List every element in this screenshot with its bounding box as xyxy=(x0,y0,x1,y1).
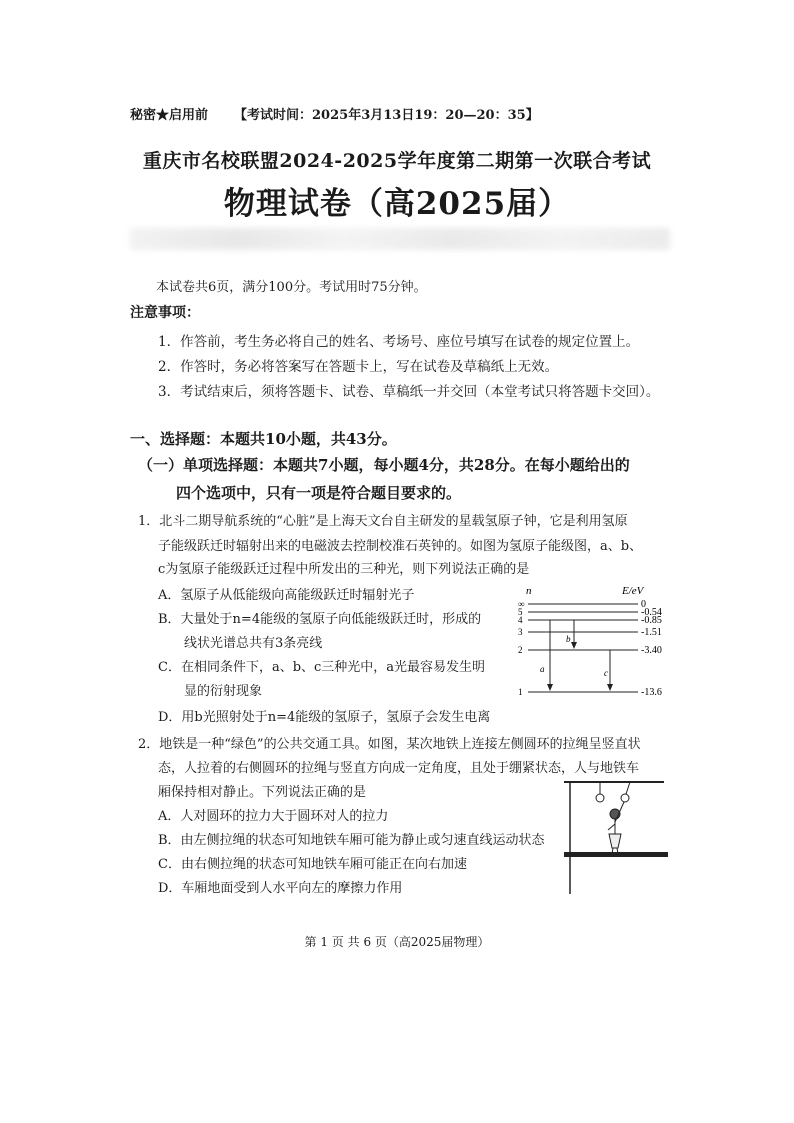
notice-title: 注意事项： xyxy=(130,305,200,321)
arrow-c-label: c xyxy=(604,668,608,678)
q2-option-c: C．由右侧拉绳的状态可知地铁车厢可能正在向右加速 xyxy=(158,857,467,872)
level-n-inf: ∞ xyxy=(518,599,525,609)
q2-stem-line1: 2．地铁是一种“绿色”的公共交通工具。如图，某次地铁上连接左侧圆环的拉绳呈竖直状 xyxy=(138,737,641,752)
notice-item-1: 1．作答前，考生务必将自己的姓名、考场号、座位号填写在试卷的规定位置上。 xyxy=(158,334,640,350)
q1-stem-line2: 子能级跃迁时辐射出来的电磁波去控制校准石英钟的。如图为氢原子能级图，a、b、 xyxy=(158,539,643,554)
q1-option-a: A．氢原子从低能级向高能级跃迁时辐射光子 xyxy=(158,588,415,603)
exam-intro: 本试卷共6页，满分100分。考试用时75分钟。 xyxy=(156,280,427,295)
q1-option-b: B．大量处于n=4能级的氢原子向低能级跃迁时，形成的 xyxy=(158,612,482,627)
blurred-strip xyxy=(130,228,670,250)
level-e-4: -0.85 xyxy=(641,615,662,626)
subway-illustration xyxy=(560,776,670,894)
q2-stem-line3: 厢保持相对静止。下列说法正确的是 xyxy=(158,785,367,800)
q1-option-c: C．在相同条件下，a、b、c三种光中，a光最容易发生明 xyxy=(158,660,486,675)
arrow-a-head xyxy=(547,684,553,691)
energy-level-diagram xyxy=(510,580,670,705)
exam-title-line1: 重庆市名校联盟2024-2025学年度第二期第一次联合考试 xyxy=(142,150,652,172)
exam-title-line2: 物理试卷（高2025届） xyxy=(223,186,571,222)
level-e-5: -0.54 xyxy=(641,607,662,618)
q1-option-d: D．用b光照射处于n=4能级的氢原子，氢原子会发生电离 xyxy=(158,710,491,725)
q2-option-d: D．车厢地面受到人水平向左的摩擦力作用 xyxy=(158,881,403,896)
diagram-e-label: E/eV xyxy=(622,585,644,597)
level-n-1: 1 xyxy=(518,687,523,697)
arrow-c-head xyxy=(607,684,613,691)
q2-stem-line2: 态，人拉着的右侧圆环的拉绳与竖直方向成一定角度，且处于绷紧状态，人与地铁车 xyxy=(158,761,640,776)
level-n-3: 3 xyxy=(518,627,523,637)
q1-stem-line1: 1．北斗二期导航系统的“心脏”是上海天文台自主研发的星载氢原子钟，它是利用氢原 xyxy=(138,514,628,529)
section1-subtitle: （一）单项选择题：本题共7小题，每小题4分，共28分。在每小题给出的 xyxy=(138,456,630,474)
section1-subtitle-cont: 四个选项中，只有一项是符合题目要求的。 xyxy=(176,484,462,502)
diagram-n-label: n xyxy=(526,585,532,597)
arrow-b-label: b xyxy=(566,634,571,644)
q1-option-b-cont: 线状光谱总共有3条亮线 xyxy=(184,636,323,651)
car-floor xyxy=(564,852,668,857)
page-footer: 第 1 页 共 6 页（高2025届物理） xyxy=(304,935,490,949)
exam-time: 【考试时间：2025年3月13日19：20—20：35】 xyxy=(234,108,539,123)
q1-stem-line3: c为氢原子能级跃迁过程中所发出的三种光，则下列说法正确的是 xyxy=(158,562,530,577)
exam-header xyxy=(130,104,539,123)
q1-option-c-cont: 显的衍射现象 xyxy=(184,684,263,699)
q2-option-b: B．由左侧拉绳的状态可知地铁车厢可能为静止或匀速直线运动状态 xyxy=(158,833,545,848)
right-ring-icon xyxy=(621,794,629,802)
level-e-2: -3.40 xyxy=(641,645,662,656)
level-n-2: 2 xyxy=(518,645,523,655)
q2-option-a: A．人对圆环的拉力大于圆环对人的拉力 xyxy=(158,809,389,824)
arrow-b-head xyxy=(571,642,577,649)
level-e-1: -13.6 xyxy=(641,687,662,698)
level-e-3: -1.51 xyxy=(641,627,662,638)
level-n-5: 5 xyxy=(518,607,523,617)
notice-item-2: 2．作答时，务必将答案写在答题卡上，写在试卷及草稿纸上无效。 xyxy=(158,359,559,375)
arrow-a-label: a xyxy=(540,664,545,674)
person-icon xyxy=(608,802,624,854)
secret-label: 秘密★启用前 xyxy=(130,108,209,123)
level-n-4: 4 xyxy=(518,615,523,625)
notice-item-3: 3．考试结束后，须将答题卡、试卷、草稿纸一并交回（本堂考试只将答题卡交回）。 xyxy=(158,384,660,400)
level-e-inf: 0 xyxy=(641,599,646,610)
right-strap xyxy=(626,782,630,794)
left-ring-icon xyxy=(596,794,604,802)
section1-title: 一、选择题：本题共10小题，共43分。 xyxy=(130,430,397,448)
